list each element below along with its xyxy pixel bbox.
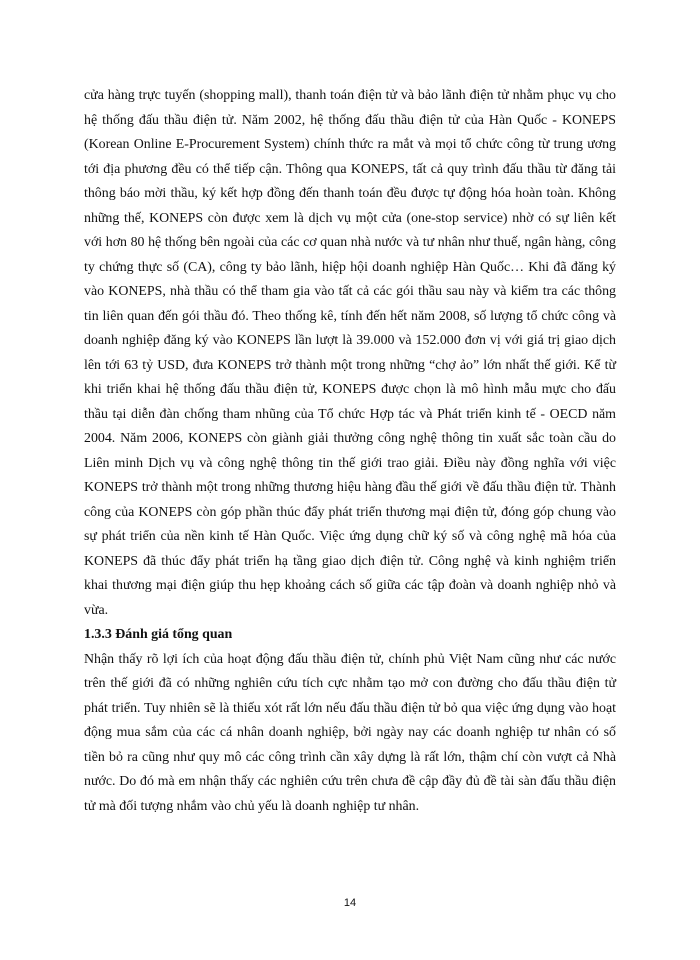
document-body: [84, 84, 616, 819]
body-paragraph-koneps: cửa hàng trực tuyến (shopping mall), thanh toán điện tử và bảo lãnh điện tử nhằm phục vụ cho hệ thống đấu thầu điện tử. Năm 2002, hệ thống đấu thầu điện tử của Hàn Quốc - KONEPS (Korean Online E-Procurement System) chính thức ra mắt và mọi tổ chức công từ trung ương tới địa phương đều có thể tiếp cận. Thông qua KONEPS, tất cả quy trình đấu thầu từ đăng tải thông báo mời thầu, ký kết hợp đồng đến thanh toán đều được tự động hóa hoàn toàn. Không những thế, KONEPS còn được xem là dịch vụ một cửa (one-stop service) nhờ có sự liên kết với hơn 80 hệ thống bên ngoài của các cơ quan nhà nước và tư nhân như thuế, ngân hàng, công ty chứng thực số (CA), công ty bảo lãnh, hiệp hội doanh nghiệp Hàn Quốc… Khi đã đăng ký vào KONEPS, nhà thầu có thể tham gia vào tất cả các gói thầu sau này và kiểm tra các thông tin liên quan đến gói thầu đó. Theo thống kê, tính đến hết năm 2008, số lượng tổ chức công và doanh nghiệp đăng ký vào KONEPS lần lượt là 39.000 và 152.000 đơn vị với giá trị giao dịch lên tới 63 tỷ USD, đưa KONEPS trở thành một trong những “chợ ảo” lớn nhất thế giới. Kể từ khi triển khai hệ thống đấu thầu điện tử, KONEPS được chọn là mô hình mẫu mực cho đấu thầu tại diễn đàn chống tham nhũng của Tổ chức Hợp tác và Phát triển kinh tế - OECD năm 2004. Năm 2006, KONEPS còn giành giải thưởng công nghệ thông tin xuất sắc toàn cầu do Liên minh Dịch vụ và công nghệ thông tin thế giới trao giải. Điều này đồng nghĩa với việc KONEPS trở thành một trong những thương hiệu hàng đầu thế giới về đấu thầu điện tử. Thành công của KONEPS còn góp phần thúc đẩy phát triển thương mại điện tử, đóng góp chung vào sự phát triển của nền kinh tế Hàn Quốc. Việc ứng dụng chữ ký số và công nghệ mã hóa của KONEPS đã thúc đẩy phát triển hạ tầng giao dịch điện tử. Công nghệ và kinh nghiệm triển khai thương mại điện giúp thu hẹp khoảng cách số giữa các tập đoàn và doanh nghiệp nhỏ và vừa.: [84, 88, 616, 618]
page-number: 14: [343, 897, 357, 909]
body-paragraph-overview: Nhận thấy rõ lợi ích của hoạt động đấu thầu điện tử, chính phủ Việt Nam cũng như các nước trên thế giới đã có những nghiên cứu tích cực nhằm tạo mở con đường cho đấu thầu điện tử phát triển. Tuy nhiên sẽ là thiếu xót rất lớn nếu đấu thầu điện tử bỏ qua việc ứng dụng vào hoạt động mua sắm của các cá nhân doanh nghiệp, bởi ngày nay các doanh nghiệp tư nhân có số tiền bỏ ra cũng như quy mô các công trình cần xây dựng là rất lớn, thậm chí còn vượt cả Nhà nước. Do đó mà em nhận thấy các nghiên cứu trên chưa đề cập đầy đủ đề tài sàn đấu thầu điện tử mà đối tượng nhắm vào chủ yếu là doanh nghiệp tư nhân.: [84, 651, 616, 814]
section-heading: 1.3.3 Đánh giá tổng quan: [84, 627, 233, 642]
